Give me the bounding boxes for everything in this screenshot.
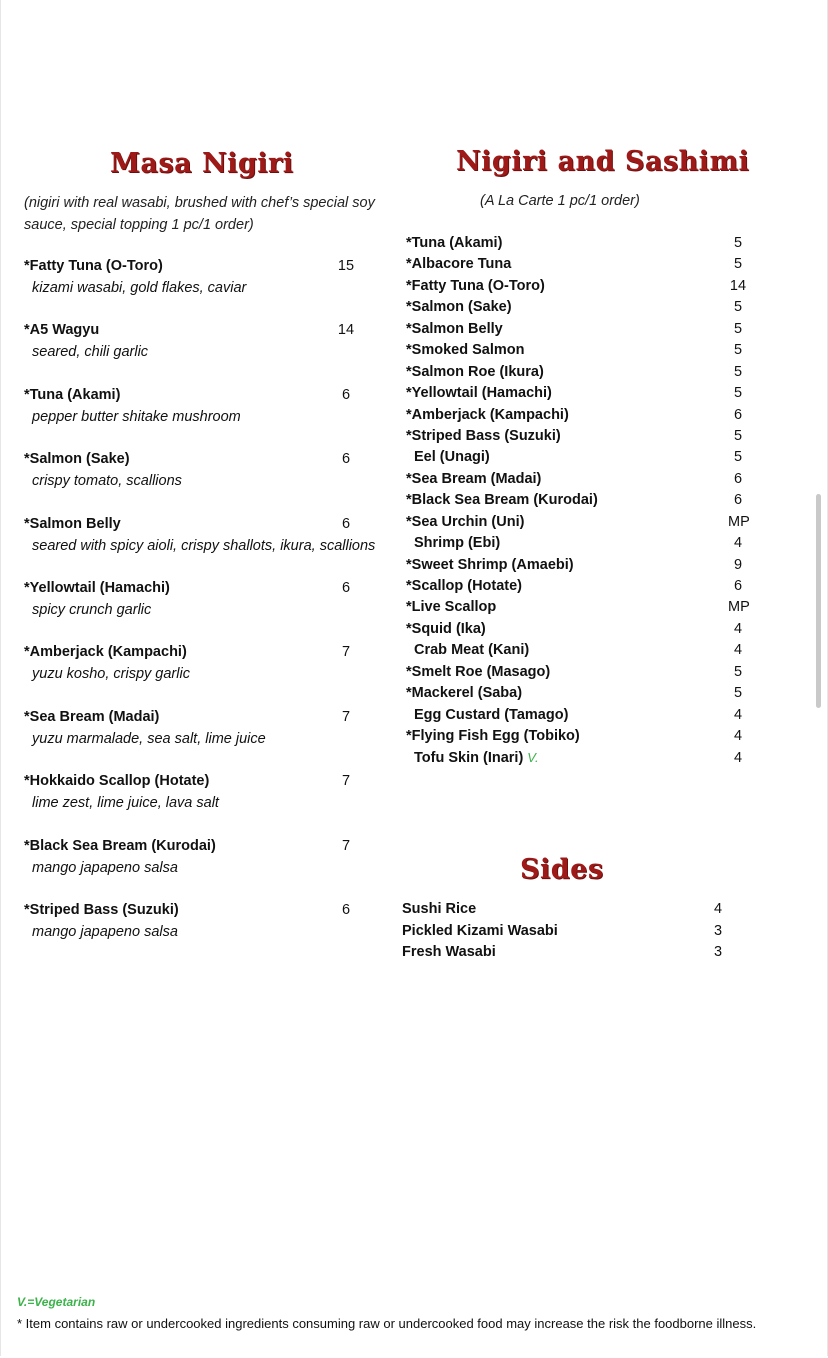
item-price: 7 — [341, 837, 351, 854]
item-price: 6 — [341, 451, 351, 468]
item-name — [414, 750, 539, 766]
item-price: 14 — [337, 322, 355, 339]
side-menu-item — [402, 921, 742, 943]
item-price: 5 — [733, 685, 743, 702]
side-menu-item — [402, 899, 742, 921]
masa-menu-item — [24, 709, 394, 773]
masa-subtitle-line-2: sauce, special topping 1 pc/1 order) — [24, 217, 254, 233]
item-description: crispy tomato, scallions — [32, 473, 182, 490]
item-price: 5 — [733, 385, 743, 402]
item-price: 5 — [733, 235, 743, 251]
item-price: 5 — [733, 256, 743, 273]
item-price: 9 — [733, 556, 743, 573]
item-description: mango japapeno salsa — [32, 923, 178, 940]
item-name — [406, 278, 545, 294]
item-price: 5 — [733, 342, 743, 359]
sashimi-menu-item — [406, 726, 766, 747]
sashimi-menu-item — [406, 276, 766, 297]
sashimi-menu-item — [406, 533, 766, 554]
side-menu-item — [402, 942, 742, 964]
item-price: 6 — [341, 901, 351, 918]
item-name-text: *Sea Bream (Madai) — [406, 470, 542, 487]
item-name-text: *Flying Fish Egg (Tobiko) — [406, 728, 580, 745]
sides-title: Sides — [520, 854, 604, 885]
item-name — [414, 449, 490, 465]
sashimi-menu-item — [406, 705, 766, 726]
item-price: 7 — [341, 773, 351, 790]
item-price: 7 — [341, 708, 351, 725]
item-name-text: *Mackerel (Saba) — [406, 685, 523, 702]
item-name-text: *Smoked Salmon — [406, 342, 525, 359]
sashimi-menu-item — [406, 297, 766, 318]
masa-menu-item — [24, 516, 394, 580]
sashimi-menu-item — [406, 619, 766, 640]
sashimi-menu-item — [406, 233, 766, 254]
item-price: 6 — [733, 492, 743, 509]
sashimi-menu-item — [406, 447, 766, 468]
item-name-text: *Salmon Belly — [406, 320, 503, 337]
sashimi-menu-item — [406, 662, 766, 683]
item-name-text: *Fatty Tuna (O-Toro) — [406, 277, 545, 294]
item-price: 6 — [733, 406, 743, 423]
item-name-text: *Sweet Shrimp (Amaebi) — [406, 556, 574, 573]
item-name: *Black Sea Bream (Kurodai) — [24, 837, 216, 854]
item-price: 15 — [337, 258, 355, 274]
item-name — [406, 256, 511, 272]
item-name-text: *Smelt Roe (Masago) — [406, 663, 551, 680]
masa-menu-item — [24, 322, 394, 386]
item-name — [406, 342, 524, 358]
sashimi-menu-item — [406, 512, 766, 533]
item-name — [406, 364, 544, 380]
item-price: 4 — [733, 620, 743, 637]
item-name — [406, 685, 522, 701]
item-name-text: *Salmon Roe (Ikura) — [406, 363, 544, 380]
item-price: 5 — [733, 299, 743, 316]
item-name: *Hokkaido Scallop (Hotate) — [24, 773, 210, 790]
item-price: 6 — [341, 515, 351, 532]
item-description: spicy crunch garlic — [32, 601, 152, 618]
item-name — [406, 664, 550, 680]
sashimi-menu-item — [406, 748, 766, 769]
item-description: mango japapeno salsa — [32, 859, 178, 876]
item-name: *Salmon (Sake) — [24, 451, 130, 468]
masa-menu-item — [24, 644, 394, 708]
item-name-text: *Squid (Ika) — [406, 620, 486, 637]
item-name-text: *Tuna (Akami) — [406, 235, 503, 251]
sashimi-menu-item — [406, 405, 766, 426]
item-name-text: *Live Scallop — [406, 599, 497, 616]
item-name — [406, 621, 486, 637]
masa-menu-item — [24, 580, 394, 644]
item-description: seared with spicy aioli, crispy shallots, ikura, scallions — [32, 537, 376, 554]
item-price: MP — [728, 599, 750, 616]
item-name: *Fatty Tuna (O-Toro) — [24, 258, 163, 274]
item-name: *Yellowtail (Hamachi) — [24, 579, 170, 596]
item-name — [406, 514, 524, 530]
sides-list — [402, 899, 742, 964]
nigiri-sashimi-list — [406, 233, 766, 769]
item-name-text: Egg Custard (Tamago) — [414, 706, 569, 723]
sashimi-menu-item — [406, 555, 766, 576]
masa-menu-item — [24, 838, 394, 902]
item-name — [406, 385, 552, 401]
item-name: *Striped Bass (Suzuki) — [24, 901, 179, 918]
item-price: 5 — [733, 320, 743, 337]
item-name: Sushi Rice — [402, 901, 477, 917]
item-name: *Amberjack (Kampachi) — [24, 644, 187, 661]
vegetarian-legend: V.=Vegetarian — [17, 1295, 96, 1309]
item-name-text: Shrimp (Ebi) — [414, 535, 501, 552]
item-name-text: *Albacore Tuna — [406, 256, 512, 273]
masa-nigiri-subtitle — [24, 192, 375, 236]
raw-food-disclaimer: * Item contains raw or undercooked ingredients consuming raw or undercooked food may increase the risk the foodborne illness. — [17, 1316, 757, 1331]
vertical-scrollbar[interactable] — [816, 494, 821, 708]
item-price: 3 — [713, 944, 723, 960]
item-name-text: Tofu Skin (Inari) — [414, 749, 524, 766]
item-description: yuzu marmalade, sea salt, lime juice — [32, 730, 266, 747]
sashimi-menu-item — [406, 597, 766, 618]
item-name: *Tuna (Akami) — [24, 386, 121, 403]
item-name-text: *Scallop (Hotate) — [406, 578, 523, 594]
masa-menu-item — [24, 451, 394, 515]
masa-nigiri-title: Masa Nigiri — [110, 148, 294, 179]
sashimi-menu-item — [406, 576, 766, 597]
item-name — [406, 428, 561, 444]
sashimi-menu-item — [406, 383, 766, 404]
masa-menu-item — [24, 387, 394, 451]
sashimi-menu-item — [406, 469, 766, 490]
item-name — [406, 471, 541, 487]
item-name-text: Eel (Unagi) — [414, 449, 490, 466]
item-name — [414, 707, 568, 723]
sashimi-menu-item — [406, 490, 766, 511]
item-name-text: *Striped Bass (Suzuki) — [406, 427, 561, 444]
nigiri-sashimi-title: Nigiri and Sashimi — [456, 146, 750, 177]
sashimi-menu-item — [406, 362, 766, 383]
item-name: Pickled Kizami Wasabi — [402, 922, 558, 939]
masa-menu-item — [24, 258, 394, 322]
item-name-text: *Salmon (Sake) — [406, 299, 512, 316]
vegetarian-mark: V. — [527, 749, 539, 765]
item-price: 5 — [733, 363, 743, 380]
item-price: MP — [728, 513, 750, 530]
item-price: 3 — [713, 922, 723, 939]
item-description: kizami wasabi, gold flakes, caviar — [32, 280, 247, 296]
item-name: *Salmon Belly — [24, 515, 121, 532]
sashimi-menu-item — [406, 254, 766, 275]
item-name — [406, 578, 522, 594]
item-description: lime zest, lime juice, lava salt — [32, 795, 219, 812]
item-name-text: Crab Meat (Kani) — [414, 642, 530, 659]
item-name — [406, 407, 569, 423]
sashimi-menu-item — [406, 683, 766, 704]
masa-nigiri-list — [24, 258, 394, 966]
item-name — [406, 728, 580, 744]
item-name — [414, 642, 529, 658]
item-price: 4 — [733, 535, 743, 552]
item-price: 14 — [729, 277, 747, 294]
item-price: 4 — [733, 728, 743, 745]
item-price: 6 — [341, 579, 351, 596]
item-description: pepper butter shitake mushroom — [32, 408, 241, 425]
item-name — [406, 299, 512, 315]
item-name: *Sea Bream (Madai) — [24, 708, 160, 725]
item-price: 5 — [733, 427, 743, 444]
item-name-text: *Sea Urchin (Uni) — [406, 513, 525, 530]
item-description: yuzu kosho, crispy garlic — [32, 666, 190, 683]
sashimi-menu-item — [406, 426, 766, 447]
item-price: 5 — [733, 449, 743, 466]
masa-menu-item — [24, 773, 394, 837]
item-price: 5 — [733, 663, 743, 680]
item-price: 6 — [341, 386, 351, 403]
masa-subtitle-line-1: (nigiri with real wasabi, brushed with chef’s special soy — [24, 195, 375, 211]
item-name — [406, 492, 598, 508]
item-name — [414, 535, 500, 551]
item-name-text: *Black Sea Bream (Kurodai) — [406, 492, 598, 509]
sashimi-menu-item — [406, 640, 766, 661]
sashimi-menu-item — [406, 340, 766, 361]
item-description: seared, chili garlic — [32, 344, 149, 361]
item-price: 4 — [713, 901, 723, 917]
item-price: 7 — [341, 644, 351, 661]
masa-menu-item — [24, 902, 394, 966]
item-name: Fresh Wasabi — [402, 944, 496, 960]
item-price: 6 — [733, 470, 743, 487]
item-price: 6 — [733, 578, 743, 594]
item-name — [406, 235, 502, 251]
sashimi-menu-item — [406, 319, 766, 340]
item-name-text: *Amberjack (Kampachi) — [406, 406, 569, 423]
nigiri-sashimi-subtitle: (A La Carte 1 pc/1 order) — [480, 193, 640, 209]
item-name: *A5 Wagyu — [24, 322, 100, 339]
item-price: 4 — [733, 749, 743, 766]
item-name — [406, 321, 503, 337]
item-name — [406, 599, 496, 615]
item-name — [406, 557, 574, 573]
item-price: 4 — [733, 642, 743, 659]
item-price: 4 — [733, 706, 743, 723]
item-name-text: *Yellowtail (Hamachi) — [406, 385, 552, 402]
